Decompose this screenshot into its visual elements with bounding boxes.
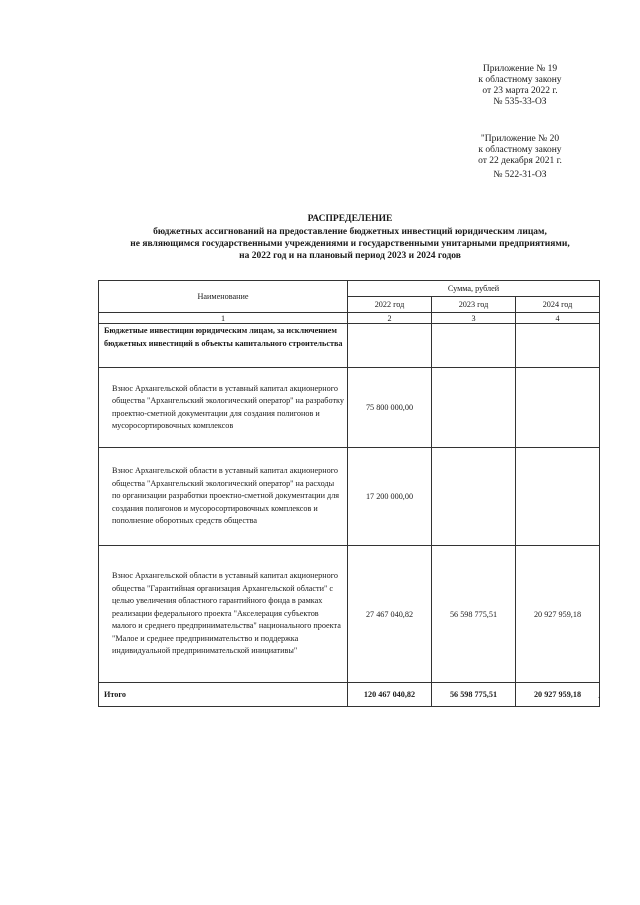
table-row bbox=[99, 324, 600, 368]
total-2024: 20 927 959,18 bbox=[516, 683, 600, 707]
empty-cell bbox=[432, 324, 516, 368]
row-name: Взнос Архангельской области в уставный капитал акционерного общества "Архангельский экологический оператор" на разработку проектно-сметной документации для создания полигонов и мусоросортировочных комплексов bbox=[99, 368, 348, 448]
table-row bbox=[99, 546, 600, 683]
table-row bbox=[99, 368, 600, 448]
title-heading: РАСПРЕДЕЛЕНИЕ bbox=[307, 214, 393, 224]
closing-mark: . bbox=[598, 690, 601, 700]
total-2023: 56 598 775,51 bbox=[432, 683, 516, 707]
appendix-line: "Приложение № 20 bbox=[480, 134, 560, 144]
column-header-year: 2022 год bbox=[348, 297, 432, 313]
amount-2024 bbox=[516, 368, 600, 448]
appendix-header-20 bbox=[455, 134, 585, 181]
amount-2022: 75 800 000,00 bbox=[348, 368, 432, 448]
column-header-year: 2023 год bbox=[432, 297, 516, 313]
appendix-header-19 bbox=[455, 64, 585, 108]
title-line: бюджетных ассигнований на предоставление бюджетных инвестиций юридическим лицам, bbox=[153, 227, 547, 237]
row-name: Взнос Архангельской области в уставный капитал акционерного общества "Архангельский экологический оператор" на расходы по организации разработки проектно-сметной документации для создания полигонов и мусоросортировочных комплексов и пополнение оборотных средств общества bbox=[99, 448, 348, 546]
appendix-line: № 522-31-ОЗ bbox=[493, 170, 547, 180]
column-number: 3 bbox=[432, 313, 516, 324]
amount-2023 bbox=[432, 368, 516, 448]
empty-cell bbox=[348, 324, 432, 368]
section-title: Бюджетные инвестиции юридическим лицам, за исключением бюджетных инвестиций в объекты капитального строительства bbox=[99, 324, 348, 368]
appendix-line: к областному закону bbox=[478, 145, 562, 155]
appendix-line: Приложение № 19 bbox=[482, 64, 558, 74]
column-number: 1 bbox=[99, 313, 348, 324]
amount-2024: 20 927 959,18 bbox=[516, 546, 600, 683]
title-line: не являющимся государственными учреждениями и государственными унитарными предприятиями, bbox=[130, 239, 570, 249]
amount-2022: 17 200 000,00 bbox=[348, 448, 432, 546]
total-row bbox=[99, 683, 600, 707]
document-title bbox=[80, 213, 620, 262]
appendix-line: от 23 марта 2022 г. bbox=[482, 86, 558, 96]
amount-2024 bbox=[516, 448, 600, 546]
column-header-sum: Сумма, рублей bbox=[348, 281, 600, 297]
amount-2022: 27 467 040,82 bbox=[348, 546, 432, 683]
table-row bbox=[99, 448, 600, 546]
column-number: 4 bbox=[516, 313, 600, 324]
appendix-line: № 535-33-ОЗ bbox=[493, 97, 547, 107]
appendix-line: к областному закону bbox=[478, 75, 562, 85]
total-2022: 120 467 040,82 bbox=[348, 683, 432, 707]
amount-2023 bbox=[432, 448, 516, 546]
row-name: Взнос Архангельской области в уставный капитал акционерного общества "Гарантийная организация Архангельской области" с целью увеличения областного гарантийного фонда в рамках реализации федерального проекта "Акселерация субъектов малого и среднего предпринимательства" национального проекта "Малое и среднее предпринимательство и поддержка индивидуальной предпринимательской инициативы" bbox=[99, 546, 348, 683]
total-label: Итого bbox=[99, 683, 348, 707]
column-header-name: Наименование bbox=[99, 281, 348, 313]
column-header-year: 2024 год bbox=[516, 297, 600, 313]
allocation-table bbox=[98, 280, 600, 707]
empty-cell bbox=[516, 324, 600, 368]
appendix-line: от 22 декабря 2021 г. bbox=[478, 156, 562, 166]
amount-2023: 56 598 775,51 bbox=[432, 546, 516, 683]
column-number: 2 bbox=[348, 313, 432, 324]
title-line: на 2022 год и на плановый период 2023 и 2024 годов bbox=[239, 251, 461, 261]
